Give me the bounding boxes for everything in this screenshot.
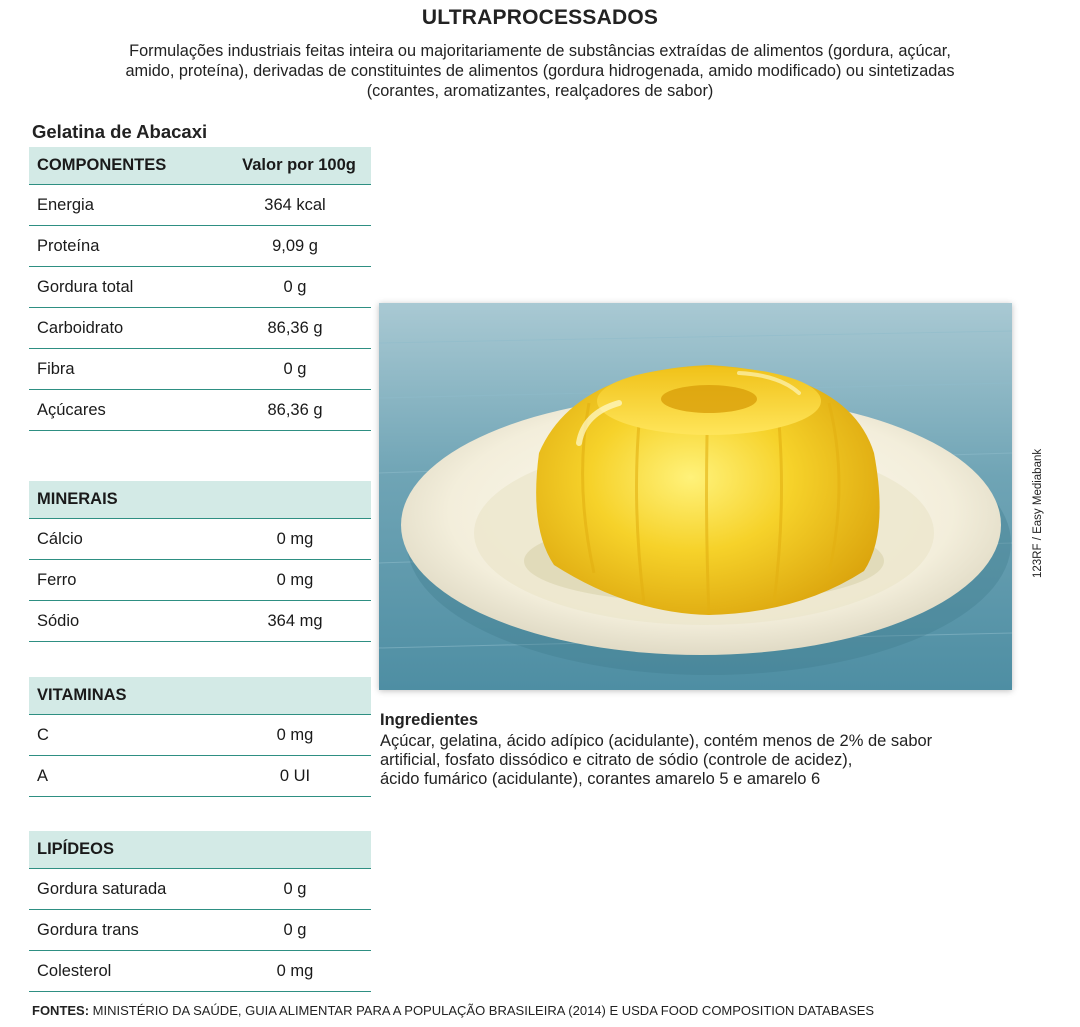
row-label: Proteína	[37, 236, 100, 255]
row-label: C	[37, 725, 49, 744]
row-value: 9,09 g	[272, 236, 318, 255]
minerals-table	[29, 481, 371, 642]
subtitle-line: (corantes, aromatizantes, realçadores de sabor)	[366, 82, 714, 100]
row-label: Sódio	[37, 611, 80, 630]
minerals-header-row	[29, 481, 371, 519]
table-row	[29, 267, 371, 308]
row-label: Açúcares	[37, 400, 106, 419]
row-value: 0 g	[283, 359, 307, 378]
ingredients-line: ácido fumárico (acidulante), corantes amarelo 5 e amarelo 6	[380, 770, 821, 788]
row-label: Cálcio	[37, 529, 83, 548]
table-row	[29, 519, 371, 560]
table-row	[29, 390, 371, 431]
lipids-table	[29, 831, 371, 992]
page-subtitle	[40, 41, 1040, 101]
row-value: 0 UI	[279, 766, 311, 785]
table-row	[29, 185, 371, 226]
row-label: Gordura total	[37, 277, 134, 296]
jelly-illustration	[379, 303, 1012, 690]
lipids-header-label: LIPÍDEOS	[37, 840, 115, 858]
row-label: Carboidrato	[37, 318, 124, 337]
row-value: 86,36 g	[267, 400, 323, 419]
row-value: 0 g	[283, 920, 307, 939]
components-header-value: Valor por 100g	[242, 156, 356, 174]
components-header-label: COMPONENTES	[37, 156, 167, 174]
row-value: 0 mg	[276, 725, 314, 744]
row-label: Energia	[37, 195, 94, 214]
table-row	[29, 308, 371, 349]
row-label: A	[37, 766, 49, 785]
row-value: 0 mg	[276, 529, 314, 548]
sources-label: FONTES:	[32, 1003, 90, 1018]
row-label: Gordura saturada	[37, 879, 167, 898]
subtitle-line: amido, proteína), derivadas de constituintes de alimentos (gordura hidrogenada, amido modificado) ou sintetizadas	[125, 62, 955, 80]
ingredients-line: Açúcar, gelatina, ácido adípico (acidulante), contém menos de 2% de sabor	[380, 732, 933, 750]
subtitle-line: Formulações industriais feitas inteira ou majoritariamente de substâncias extraídas de alimentos (gordura, açúcar,	[129, 42, 951, 60]
table-row	[29, 560, 371, 601]
components-header-row	[29, 147, 371, 185]
photo-credit: 123RF / Easy Mediabank	[1032, 448, 1044, 578]
table-row	[29, 951, 371, 992]
row-value: 0 g	[283, 879, 307, 898]
sources-text: MINISTÉRIO DA SAÚDE, GUIA ALIMENTAR PARA A POPULAÇÃO BRASILEIRA (2014) E USDA FOOD COMPOSITION DATABASES	[89, 1003, 875, 1018]
row-label: Gordura trans	[37, 920, 139, 939]
row-label: Colesterol	[37, 961, 112, 980]
table-row	[29, 869, 371, 910]
lipids-header-row	[29, 831, 371, 869]
table-row	[29, 910, 371, 951]
page-title: ULTRAPROCESSADOS	[421, 6, 659, 29]
components-table	[29, 147, 371, 431]
vitamins-header-row	[29, 677, 371, 715]
table-row	[29, 349, 371, 390]
ingredients-title: Ingredientes	[380, 711, 479, 729]
ingredients-line: artificial, fosfato dissódico e citrato de sódio (controle de acidez),	[380, 751, 853, 769]
vitamins-header-label: VITAMINAS	[37, 686, 127, 704]
row-value: 0 mg	[276, 570, 314, 589]
table-row	[29, 715, 371, 756]
product-name: Gelatina de Abacaxi	[32, 121, 208, 142]
vitamins-table	[29, 677, 371, 797]
ingredients-text	[380, 732, 1020, 789]
sources-footer	[32, 1003, 874, 1018]
row-value: 86,36 g	[267, 318, 323, 337]
table-row	[29, 226, 371, 267]
product-photo	[379, 303, 1012, 690]
row-value: 0 g	[283, 277, 307, 296]
table-row	[29, 601, 371, 642]
row-label: Ferro	[37, 570, 77, 589]
row-value: 0 mg	[276, 961, 314, 980]
table-row	[29, 756, 371, 797]
minerals-header-label: MINERAIS	[37, 490, 118, 508]
row-label: Fibra	[37, 359, 75, 378]
row-value: 364 mg	[267, 611, 323, 630]
row-value: 364 kcal	[264, 195, 326, 214]
